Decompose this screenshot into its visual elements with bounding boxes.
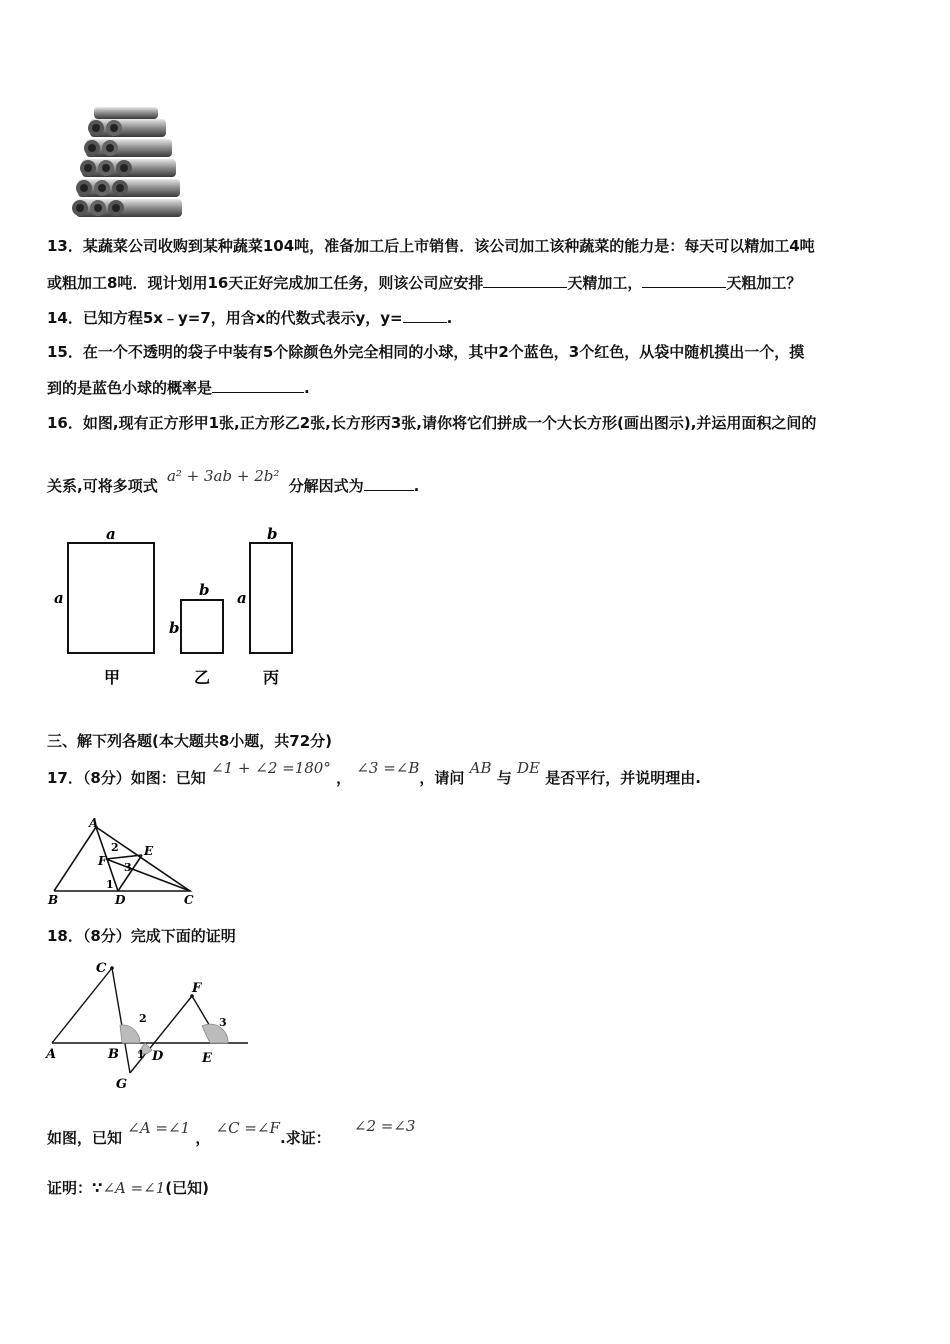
q18-label-1: 1 (137, 1048, 145, 1061)
q17-label-D: D (115, 893, 126, 907)
q18-proof-math: ∠A =∠1 (102, 1179, 166, 1197)
q15-line1: 15．在一个不透明的袋子中装有5个除颜色外完全相同的小球，其中2个蓝色，3个红色，从袋中随机摸出一个，摸 (47, 343, 805, 361)
q17-label-E: E (144, 844, 154, 858)
q18-figure (44, 958, 254, 1093)
q18-proof-line (47, 1178, 209, 1198)
segment-ac (52, 968, 112, 1043)
q13-blank-fine[interactable] (483, 273, 567, 288)
q15-text-b: . (304, 379, 310, 397)
q13-text-c: 天粗加工？ (726, 274, 802, 292)
q13-text-b: 天精加工， (567, 274, 643, 292)
label-a-left: a (54, 589, 64, 607)
q18-proof-a: 证明：∵ (47, 1179, 103, 1197)
caption-jia: 甲 (104, 668, 121, 687)
q17-text-b: ，请问 (419, 769, 465, 787)
caption-bing: 丙 (263, 668, 280, 687)
square-yi (181, 600, 223, 653)
q17-figure (44, 815, 204, 907)
q17-text-c: 与 (496, 769, 512, 787)
q17-ab: AB (469, 759, 492, 777)
q13-blank-rough[interactable] (642, 273, 726, 288)
q14-line (47, 308, 452, 328)
segment-fe (106, 855, 142, 859)
q17-label-1: 1 (106, 878, 114, 891)
q17-comma: ， (336, 769, 352, 787)
q18-label-A: A (46, 1047, 57, 1062)
q16-text-b: 分解因式为 (288, 477, 364, 495)
q18-prove: ∠2 =∠3 (353, 1117, 416, 1135)
q18-title: 18．（8分）完成下面的证明 (47, 927, 236, 945)
q16-text-a: 关系,可将多项式 (47, 477, 158, 495)
q16-figure (50, 525, 310, 690)
q16-blank[interactable] (364, 476, 414, 491)
q14-text-a: 14．已知方程5x﹣y=7，用含x的代数式表示y，y= (47, 309, 403, 327)
q17-label-C: C (184, 893, 194, 907)
square-jia (68, 543, 154, 653)
angle-2-mark (120, 1025, 140, 1043)
q15-line2 (47, 378, 310, 398)
label-b-top-square: b (199, 581, 210, 599)
q18-given2: ∠C =∠F (215, 1119, 280, 1137)
q17-cond1: ∠1 + ∠2 =180° (211, 759, 331, 777)
q16-line2 (47, 467, 420, 496)
q18-given1: ∠A =∠1 (127, 1119, 191, 1137)
q15-text-a: 到的是蓝色小球的概率是 (47, 379, 213, 397)
q17-label-F: F (98, 854, 107, 868)
q18-label-G: G (116, 1077, 128, 1092)
q18-label-D: D (152, 1049, 164, 1064)
point-c-dot (110, 966, 114, 970)
q18-proof-b: (已知) (165, 1179, 210, 1197)
q18-comma: ， (195, 1129, 211, 1147)
q16-formula: a² + 3ab + 2b² (166, 467, 280, 485)
label-b-top-rect: b (267, 525, 278, 543)
label-a-left-rect: a (237, 589, 247, 607)
q18-label-B: B (108, 1047, 119, 1062)
q18-given-line (47, 1117, 416, 1148)
label-b-left-square: b (169, 619, 180, 637)
q18-label-E: E (202, 1051, 212, 1066)
rect-bing (250, 543, 292, 653)
q17-line (47, 759, 701, 788)
q16-text-c: . (413, 477, 420, 495)
q17-label-3: 3 (124, 861, 132, 874)
q17-de: DE (516, 759, 540, 777)
q14-blank[interactable] (403, 308, 447, 323)
q17-label-B: B (48, 893, 59, 907)
q16-line1: 16．如图,现有正方形甲1张,正方形乙2张,长方形丙3张,请你将它们拼成一个大长方形(画出图示),并运用面积之间的 (47, 414, 817, 432)
q18-label-3: 3 (219, 1016, 227, 1029)
q17-text-d: 是否平行，并说明理由. (545, 769, 701, 787)
label-a-top: a (106, 525, 116, 543)
q13-text-a: 或粗加工8吨．现计划用16天正好完成加工任务，则该公司应安排 (47, 274, 484, 292)
q18-label-F: F (192, 981, 202, 996)
q17-label-2: 2 (111, 841, 119, 854)
q17-label-A: A (89, 816, 99, 830)
section3-title: 三、解下列各题(本大题共8小题，共72分) (47, 732, 333, 750)
segment-fc (106, 859, 190, 891)
stacked-pipes-image (68, 103, 186, 221)
q18-label-2: 2 (139, 1012, 147, 1025)
q18-given-a: 如图，已知 (47, 1129, 123, 1147)
q18-label-C: C (96, 961, 107, 976)
q15-blank[interactable] (212, 378, 304, 393)
caption-yi: 乙 (194, 668, 211, 687)
triangle-abc (54, 827, 190, 891)
q18-prove-label: .求证： (279, 1129, 331, 1147)
q17-text-a: 17．（8分）如图：已知 (47, 769, 206, 787)
q14-text-b: . (446, 309, 453, 327)
q13-line1: 13．某蔬菜公司收购到某种蔬菜104吨，准备加工后上市销售．该公司加工该种蔬菜的能力是：每天可以精加工4吨 (47, 237, 815, 255)
q13-line2 (47, 273, 801, 293)
q17-cond2: ∠3 =∠B (356, 759, 420, 777)
